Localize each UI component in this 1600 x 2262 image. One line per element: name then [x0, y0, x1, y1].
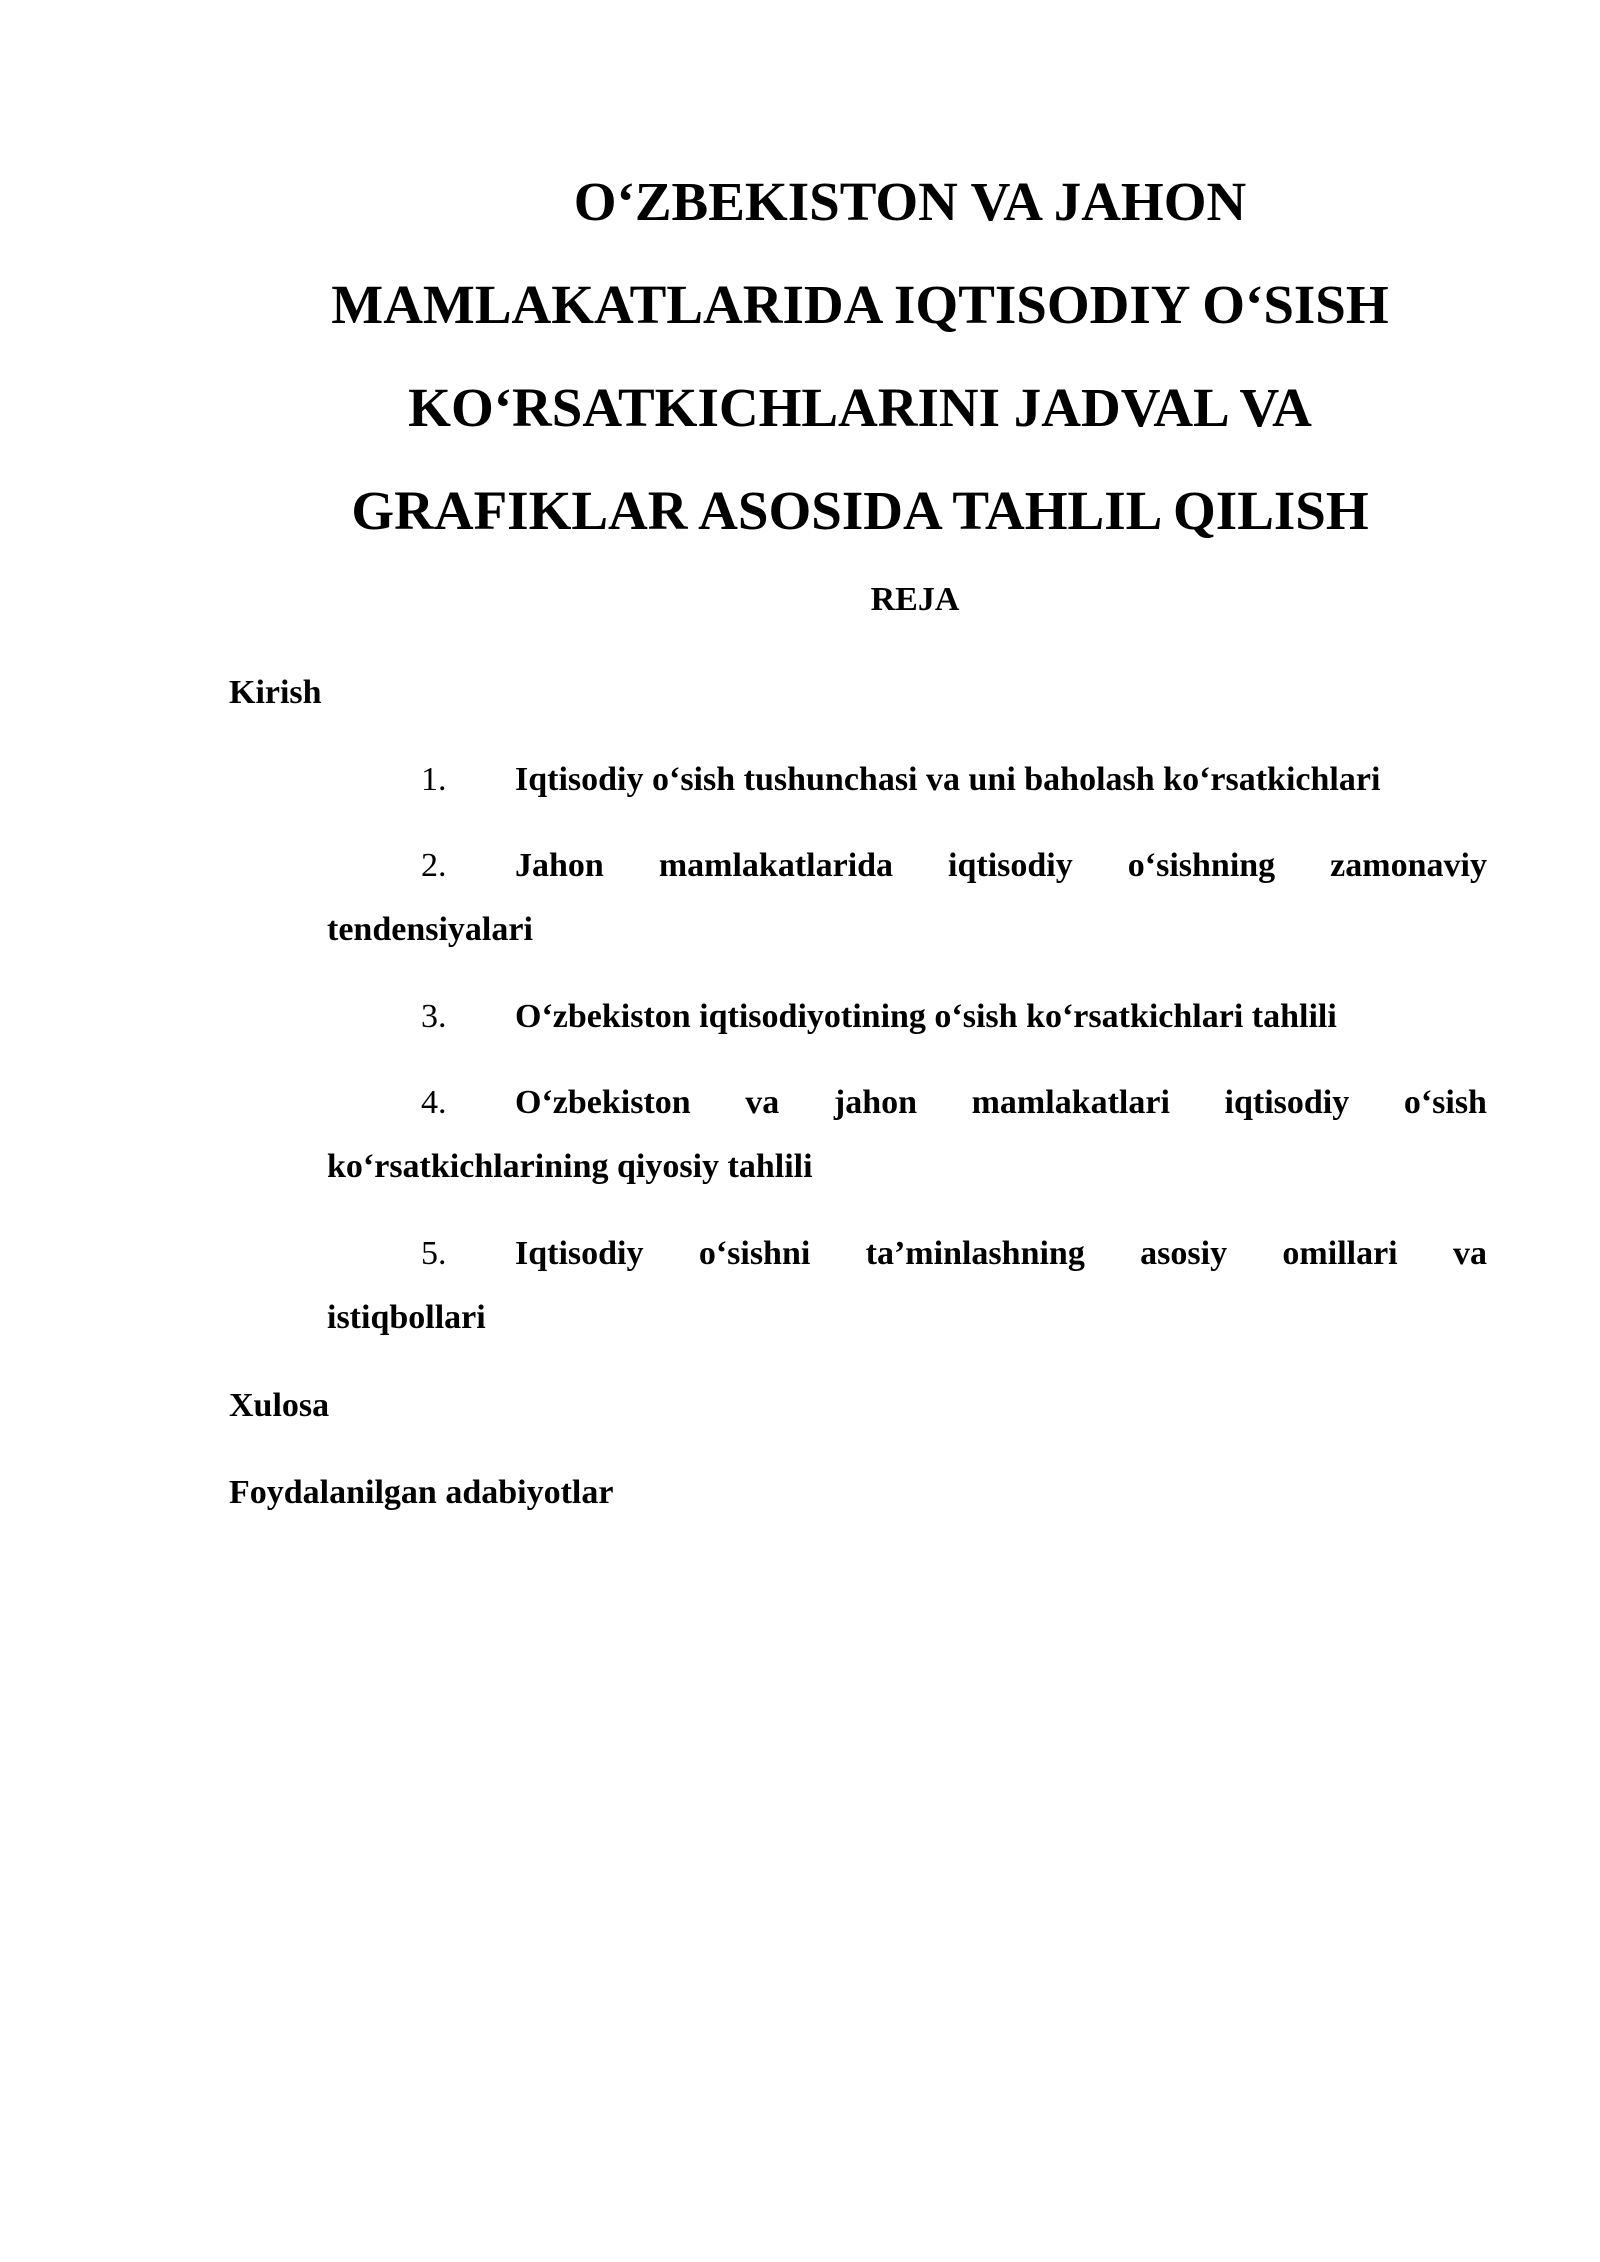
item-number: 3.	[421, 998, 447, 1035]
item-word: va	[745, 1084, 780, 1121]
item-text	[515, 748, 1487, 812]
title-line: KO‘RSATKICHLARINI JADVAL VA	[408, 377, 1312, 438]
conclusion-heading: Xulosa	[229, 1387, 330, 1424]
plan-item-3	[327, 985, 1487, 1049]
plan-item-2	[327, 834, 1487, 962]
item-text	[515, 834, 1487, 898]
plan-item-4	[327, 1071, 1487, 1199]
intro-heading: Kirish	[229, 674, 322, 711]
item-number: 1.	[421, 761, 447, 798]
item-word: o‘sish	[1403, 1084, 1487, 1121]
item-word: o‘sishning	[1127, 847, 1276, 884]
item-word: va	[1452, 1235, 1487, 1272]
title-line: MAMLAKATLARIDA IQTISODIY O‘SISH	[331, 274, 1389, 335]
item-word: Jahon	[515, 847, 604, 884]
item-number: 5.	[421, 1235, 447, 1272]
item-number: 2.	[421, 847, 447, 884]
item-word: o‘sishni	[698, 1235, 811, 1272]
plan-item-5	[327, 1222, 1487, 1350]
plan-item-1	[327, 748, 1487, 812]
item-word: jahon	[833, 1084, 918, 1121]
item-text	[515, 1071, 1487, 1135]
item-continuation: ko‘rsatkichlarining qiyosiy tahlili	[327, 1148, 813, 1185]
item-word: iqtisodiy	[1224, 1084, 1350, 1121]
item-word: omillari	[1282, 1235, 1398, 1272]
item-word: O‘zbekiston iqtisodiyotining o‘sish ko‘rsatkichlari tahlili	[515, 998, 1337, 1035]
item-word: Iqtisodiy o‘sish tushunchasi va uni baholash ko‘rsatkichlari	[515, 761, 1381, 798]
item-number: 4.	[421, 1084, 447, 1121]
item-text	[515, 985, 1487, 1049]
title-line: GRAFIKLAR ASOSIDA TAHLIL QILISH	[351, 480, 1369, 541]
item-word: mamlakatlarida	[658, 847, 894, 884]
item-word: iqtisodiy	[948, 847, 1073, 884]
item-continuation: tendensiyalari	[327, 911, 533, 948]
item-word: O‘zbekiston	[515, 1084, 691, 1121]
item-text	[515, 1222, 1487, 1286]
title-line: O‘ZBEKISTON VA JAHON	[573, 171, 1247, 232]
references-heading: Foydalanilgan adabiyotlar	[229, 1474, 614, 1511]
item-word: ta’minlashning	[865, 1235, 1085, 1272]
item-word: mamlakatlari	[971, 1084, 1170, 1121]
plan-heading: REJA	[870, 581, 960, 618]
item-word: asosiy	[1140, 1235, 1228, 1272]
item-continuation: istiqbollari	[327, 1299, 486, 1336]
item-word: zamonaviy	[1330, 847, 1487, 884]
item-word: Iqtisodiy	[515, 1235, 644, 1272]
document-title	[240, 150, 1480, 562]
